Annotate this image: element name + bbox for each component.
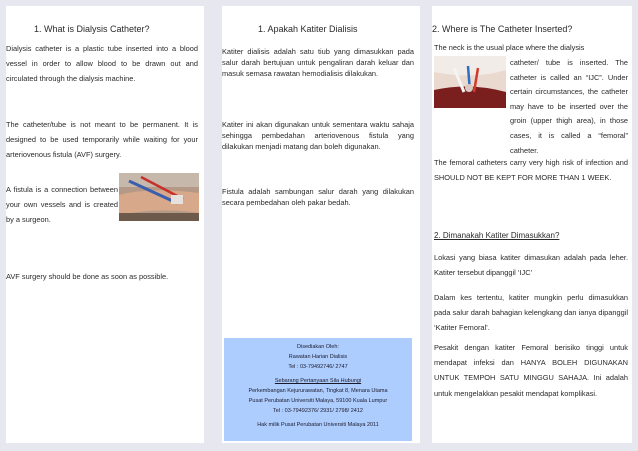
panel2-para3: Fistula adalah sambungan salur darah yang dilakukan secara pembedahan oleh pakar bedah. — [222, 187, 414, 207]
panel1-para2: The catheter/tube is not meant to be permanent. It is designed to be used temporarily while waiting for your arteriovenous fistula (AVF) surgery. — [6, 120, 198, 159]
neck-catheter-photo — [434, 56, 506, 108]
panel3-title2: 2. Dimanakah Katiter Dimasukkan? — [434, 231, 560, 240]
panel1-para4: AVF surgery should be done as soon as possible. — [6, 272, 169, 281]
panel3-para1-side: catheter/ tube is inserted. The catheter is called an “IJC”. Under certain circumstances, the catheter may have to be inserted over the groin (upper thigh area), in those cases, it is called a “femoral” catheter. — [510, 58, 628, 155]
contact-prepared-by: Disediakan Oleh: — [297, 344, 339, 350]
panel2-para1: Katiter dialisis adalah satu tiub yang dimasukkan pada salur darah bertujuan untuk pengaliran darah keluar dan masuk semasa rawatan hemodialisis dilakukan. — [222, 47, 414, 78]
panel1-para3: A fistula is a connection between your own vessels and is created by a surgeon. — [6, 185, 118, 224]
panel3-para2-emphasis: SHOULD NOT BE KEPT FOR MORE THAN 1 WEEK. — [434, 172, 612, 182]
contact-tel1: Tel : 03-79492746/ 2747 — [288, 364, 348, 370]
panel3-para1-top: The neck is the usual place where the dialysis — [434, 43, 585, 52]
contact-unit: Rawatan Harian Dialisis — [288, 354, 348, 360]
contact-dept: Perkembangan Kejururawatan, Tingkat 8, Menara Utama — [248, 388, 388, 394]
panel3-para5 — [434, 340, 628, 401]
panel3-para2-start: The femoral catheters carry very high risk of infection and — [434, 158, 628, 167]
panel2-title: 1. Apakah Katiter Dialisis — [258, 24, 358, 34]
panel3-para5-end: . Ini adalah untuk mengelakkan pesakit mendapat komplikasi. — [434, 373, 628, 398]
panel-insertion-site — [432, 6, 632, 443]
contact-address: Pusat Perubatan Universiti Malaya, 59100 Kuala Lumpur — [248, 398, 388, 404]
panel3-para5-start: Pesakit dengan katiter Femoral berisiko tinggi untuk mendapat infeksi dan — [434, 343, 628, 368]
contact-tel2: Tel : 03-79492376/ 2931/ 2798/ 2412 — [273, 408, 363, 414]
panel-english-intro — [6, 6, 204, 443]
panel-malay-intro — [222, 6, 420, 443]
panel3-para4: Dalam kes tertentu, katiter mungkin perlu dimasukkan pada salur darah bahagian kelengkang dan ianya dipanggil ‘Katiter Femoral’. — [434, 293, 628, 332]
contact-box — [224, 338, 412, 441]
panel3-para2 — [434, 156, 628, 185]
panel3-para3: Lokasi yang biasa katiter dimasukan adalah pada leher. Katiter tersebut dipanggil ‘IJC’ — [434, 253, 628, 277]
contact-copyright: Hak milik Pusat Perubatan Universiti Malaya 2011 — [257, 422, 379, 428]
panel3-para5-emphasis: HANYA BOLEH DIGUNAKAN UNTUK TEMPOH SATU MINGGU SAHAJA — [434, 358, 629, 383]
panel1-title: 1. What is Dialysis Catheter? — [34, 24, 150, 34]
panel1-para1: Dialysis catheter is a plastic tube inserted into a blood vessel in order to allow blood to be drawn out and circulated through the dialysis machine. — [6, 44, 198, 83]
contact-enquiries: Sebarang Pertanyaan Sila Hubungi — [274, 378, 362, 384]
catheter-arm-photo — [119, 173, 199, 221]
panel2-para2: Katiter ini akan digunakan untuk sementara waktu sahaja sehingga pembedahan arteriovenous fistula yang dilakukan menjadi matang dan boleh digunakan. — [222, 120, 414, 151]
panel3-title: 2. Where is The Catheter Inserted? — [432, 24, 573, 34]
